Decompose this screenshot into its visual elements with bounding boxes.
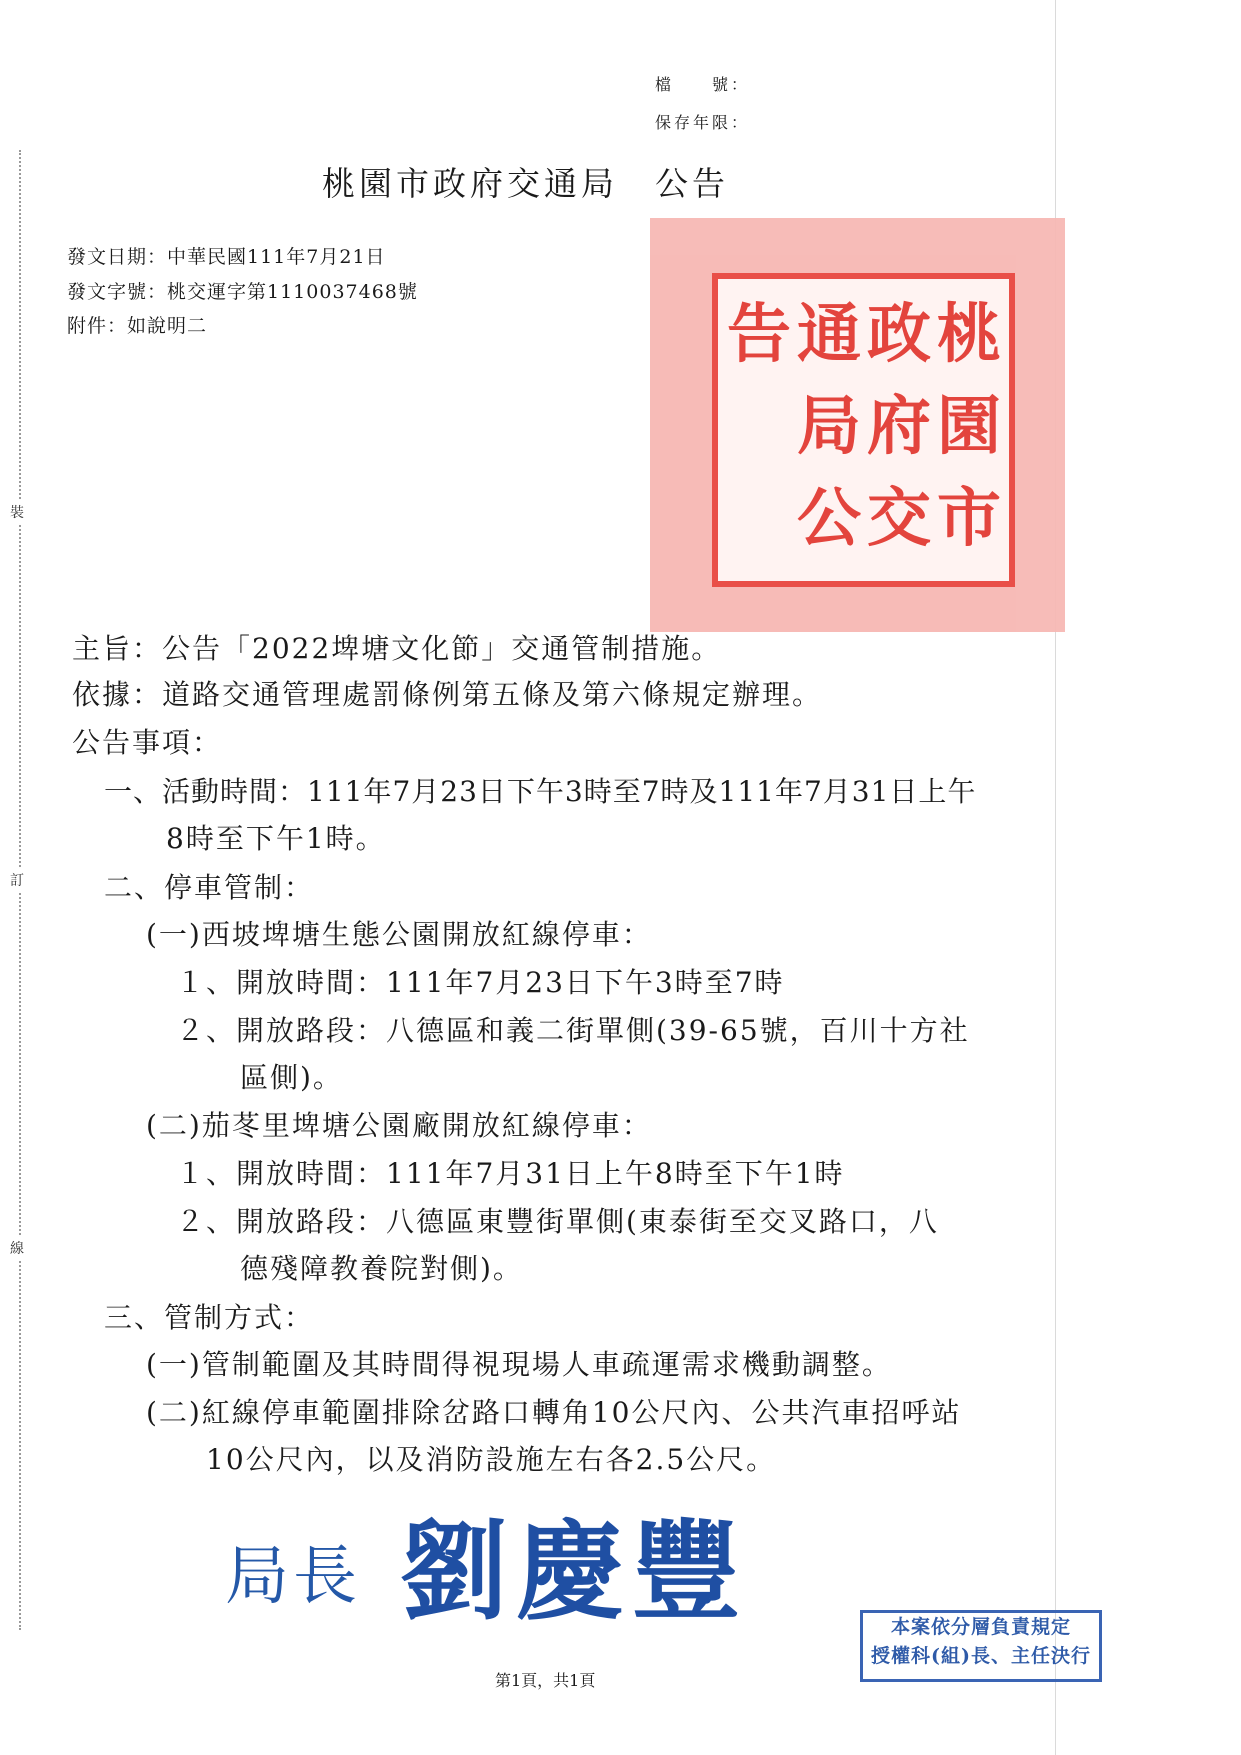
- basis-line: 依據：道路交通管理處罰條例第五條及第六條規定辦理。: [72, 678, 823, 711]
- item-2-heading: 二、停車管制：: [104, 871, 315, 904]
- item-2-a-1: １、開放時間：111年7月23日下午3時至7時: [176, 966, 785, 999]
- issue-date: 發文日期：中華民國111年7月21日: [67, 246, 386, 268]
- item-2-a-2-line-2: 區側)。: [240, 1061, 343, 1094]
- signature-title: 局長: [225, 1540, 361, 1614]
- official-red-seal: [650, 218, 1065, 632]
- stamp-line-2: 授權科(組)長、主任決行: [871, 1645, 1091, 1667]
- delegation-stamp: [860, 1610, 1102, 1682]
- binding-mark-ding: 訂: [10, 868, 24, 892]
- item-2-a-2-line-1: ２、開放路段：八德區和義二街單側(39-65號，百川十方社: [176, 1014, 970, 1047]
- page-title: 桃園市政府交通局 公告: [322, 164, 729, 203]
- seal-column-3: 通 局 公: [797, 298, 861, 556]
- seal-column-4: 告: [727, 298, 791, 372]
- page-number: 第1頁，共1頁: [495, 1671, 596, 1690]
- seal-column-1: 桃 園 市: [937, 298, 1001, 556]
- archive-number-label: 檔 號：: [655, 75, 751, 94]
- signature-name: 劉慶豐: [400, 1509, 749, 1635]
- seal-frame: [712, 273, 1015, 587]
- item-2-b-2-line-2: 德殘障教養院對側)。: [240, 1252, 523, 1285]
- item-2-a-heading: (一)西坡埤塘生態公園開放紅線停車：: [146, 918, 652, 951]
- item-1-line-2: 8時至下午1時。: [166, 822, 386, 855]
- seal-column-2: 政 府 交: [867, 298, 931, 556]
- item-2-b-2-line-1: ２、開放路段：八德區東豐街單側(東泰街至交叉路口，八: [176, 1205, 939, 1238]
- item-3-b-line-2: 10公尺內，以及消防設施左右各2.5公尺。: [206, 1443, 777, 1476]
- subject-line: 主旨：公告「2022埤塘文化節」交通管制措施。: [72, 632, 722, 665]
- item-2-b-1: １、開放時間：111年7月31日上午8時至下午1時: [176, 1157, 845, 1190]
- stamp-line-1: 本案依分層負責規定: [890, 1616, 1071, 1638]
- binding-mark-xian: 線: [10, 1236, 24, 1260]
- item-2-b-heading: (二)茄苳里埤塘公園廠開放紅線停車：: [146, 1109, 652, 1142]
- announcement-heading: 公告事項：: [72, 726, 223, 759]
- item-1-line-1: 一、活動時間：111年7月23日下午3時至7時及111年7月31日上午: [104, 775, 977, 808]
- document-number: 發文字號：桃交運字第1110037468號: [67, 281, 418, 303]
- item-3-b-line-1: (二)紅線停車範圍排除岔路口轉角10公尺內、公共汽車招呼站: [146, 1396, 962, 1429]
- item-3-a: (一)管制範圍及其時間得視現場人車疏運需求機動調整。: [146, 1348, 892, 1381]
- attachment-note: 附件：如說明二: [67, 315, 208, 337]
- retention-period-label: 保存年限：: [655, 113, 751, 132]
- item-3-heading: 三、管制方式：: [104, 1301, 315, 1334]
- binding-mark-zhuang: 裝: [10, 500, 24, 524]
